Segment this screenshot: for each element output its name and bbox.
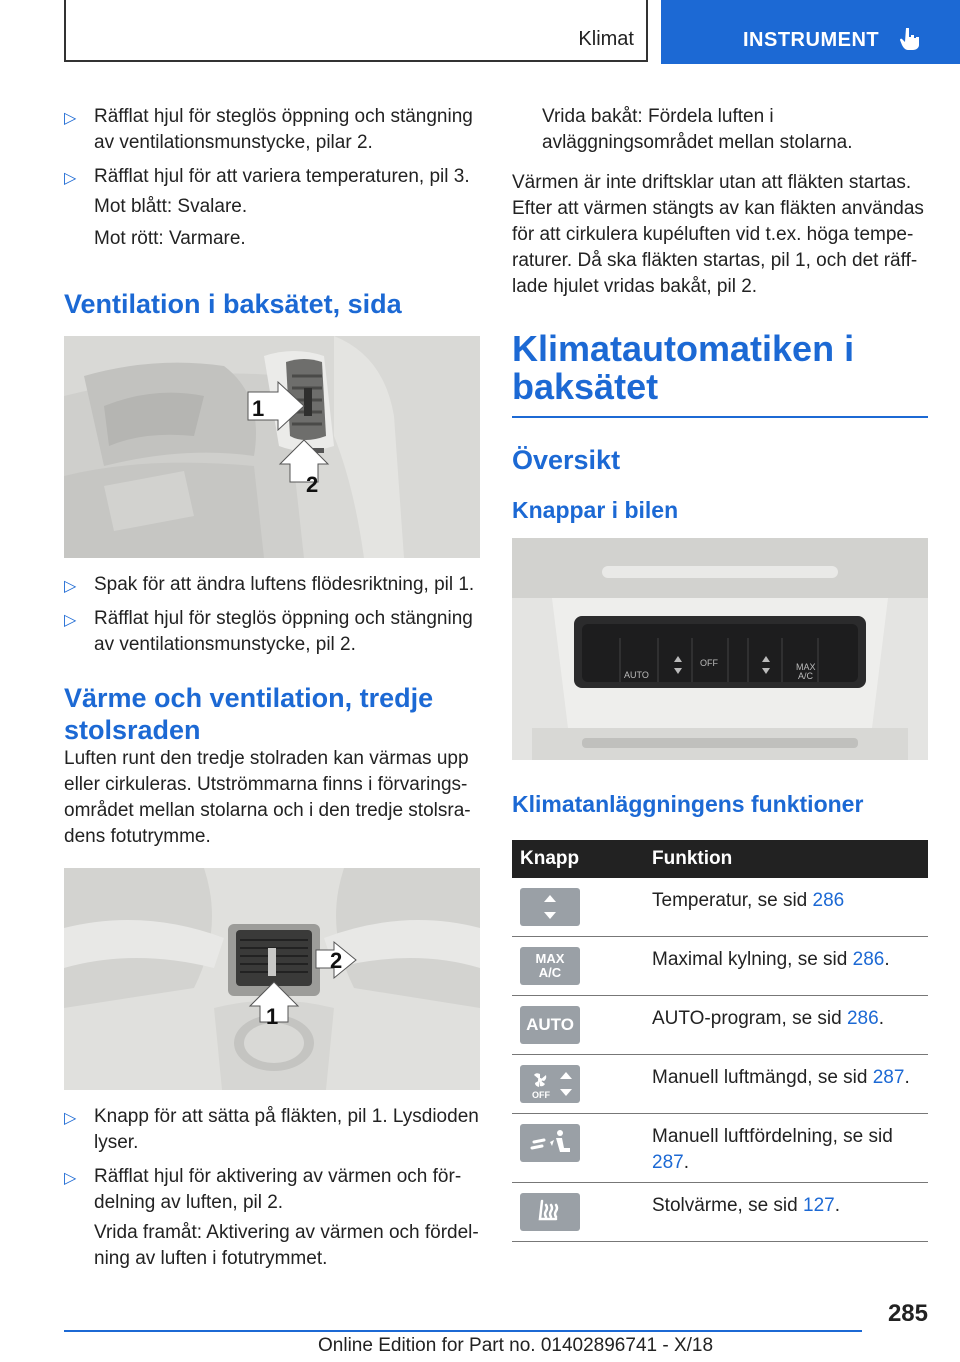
list-item (64, 104, 480, 156)
page-number: 285 (887, 1300, 928, 1327)
control-panel-photo (512, 538, 928, 760)
function-text-end: . (884, 949, 890, 970)
table-row (512, 1183, 928, 1242)
function-text-end: . (904, 1067, 910, 1088)
auto-label: AUTO (526, 1015, 574, 1034)
off-label: OFF (532, 1090, 550, 1100)
list-item (64, 1164, 480, 1216)
panel-auto-label: AUTO (624, 670, 649, 680)
table-row (512, 1055, 928, 1114)
function-text-end: . (878, 1008, 884, 1029)
table-cell-function (644, 878, 928, 937)
table-row (512, 996, 928, 1055)
list-item-text: Räfflat hjul för aktivering av värmen och fördelning av luften, pil 2. (94, 1166, 462, 1213)
edition-text: Online Edition for Part no. 01402896741 - X/18 (318, 1335, 714, 1356)
triangle-bullet-icon: ▷ (64, 1170, 77, 1187)
fan-off-arrows-icon (520, 1065, 580, 1103)
table-header-row (512, 840, 928, 878)
subsection-heading: Klimatanläggningens funktioner (512, 791, 864, 817)
function-text: Manuell luftmängd, se sid (652, 1067, 873, 1088)
right-column (512, 104, 928, 1242)
subsection-heading: Knappar i bilen (512, 497, 679, 523)
list-item (64, 1104, 480, 1156)
arrow-label-2: 2 (330, 948, 343, 973)
section-title: Klimat (578, 28, 634, 50)
page-header (0, 0, 960, 66)
table-row (512, 937, 928, 996)
arrow-label-1: 1 (266, 1004, 279, 1029)
arrow-label-2: 2 (306, 472, 319, 497)
left-column (64, 104, 480, 1280)
sub-line: Mot rött: Varmare. (94, 228, 246, 249)
function-text: Temperatur, se sid (652, 890, 813, 911)
seat-heating-icon (520, 1193, 580, 1231)
panel-max-label: MAX (796, 662, 816, 672)
table-cell-function (644, 1114, 928, 1183)
heading-rule (512, 416, 928, 418)
triangle-bullet-icon: ▷ (64, 578, 77, 595)
functions-table (512, 840, 928, 1242)
triangle-bullet-icon: ▷ (64, 110, 77, 127)
pointing-hand-icon (897, 26, 923, 52)
table-cell-icon (512, 1055, 644, 1114)
rear-vent-photo (64, 336, 480, 558)
function-text-end: . (834, 1195, 840, 1216)
section-heading: Översikt (512, 445, 621, 475)
page-link[interactable]: 287 (872, 1067, 905, 1088)
rear-vent-illustration (64, 336, 480, 558)
section-heading: Värme och ventilation, tredje stolsraden (64, 683, 434, 745)
sub-line: Vrida bakåt: Fördela luften i avläggningsområdet mellan stolarna. (542, 106, 853, 153)
function-text: Stolvärme, se sid (652, 1195, 803, 1216)
page-link[interactable]: 286 (846, 1008, 879, 1029)
table-cell-icon (512, 878, 644, 937)
triangle-bullet-icon: ▷ (64, 170, 77, 187)
section-heading: Ventilation i baksätet, sida (64, 289, 402, 319)
list-item-text: Spak för att ändra luftens flödesriktning, pil 1. (94, 574, 475, 595)
page-link[interactable]: 286 (812, 890, 845, 911)
max-ac-icon (520, 947, 580, 985)
list-item-text: Räfflat hjul för steglös öppning och stängning av ventilationsmunstycke, pilar 2. (94, 106, 473, 153)
page-link[interactable]: 286 (852, 949, 885, 970)
ac-label: A/C (538, 965, 562, 980)
footer-rule (64, 1330, 862, 1332)
auto-icon (520, 1006, 580, 1044)
triangle-bullet-icon: ▷ (64, 612, 77, 629)
list-item-text: Räfflat hjul för steglös öppning och stängning av ventilationsmunstycke, pil 2. (94, 608, 473, 655)
table-cell-function (644, 996, 928, 1055)
body-paragraph: Värmen är inte driftsklar utan att fläkten startas. Efter att värmen stängts av kan fläkten användas för att cirkulera kupéluften vid t.ex. höga temperaturer. Då ska fläkten startas, pil 1, och det räfflade hjulet vridas bakåt, pil 2. (512, 172, 924, 297)
table-row (512, 1114, 928, 1183)
triangle-bullet-icon: ▷ (64, 1110, 77, 1127)
list-item-text: Knapp för att sätta på fläkten, pil 1. Lysdioden lyser. (94, 1106, 479, 1153)
table-header-button: Knapp (512, 840, 644, 878)
chapter-title: INSTRUMENT (743, 29, 880, 51)
table-header-function: Funktion (644, 840, 928, 878)
list-item (64, 572, 480, 598)
function-text: Maximal kylning, se sid (652, 949, 853, 970)
table-row (512, 878, 928, 937)
third-row-vent-photo (64, 868, 480, 1090)
page-link[interactable]: 287 (652, 1152, 684, 1173)
table-cell-icon (512, 937, 644, 996)
page-link[interactable]: 127 (803, 1195, 835, 1216)
chapter-tab (661, 0, 960, 64)
section-tab (64, 0, 648, 62)
table-cell-function (644, 937, 928, 996)
table-cell-icon (512, 996, 644, 1055)
third-row-vent-illustration (64, 868, 480, 1090)
function-text: Manuell luftfördelning, se sid (652, 1126, 893, 1147)
arrow-label-1: 1 (252, 396, 265, 421)
sub-line: Vrida framåt: Aktivering av värmen och fördelning av luften i fotutrymmet. (94, 1222, 479, 1269)
list-item-text: Räfflat hjul för att variera temperaturen, pil 3. (94, 166, 470, 187)
table-cell-function (644, 1055, 928, 1114)
list-item (64, 164, 480, 190)
panel-ac-label: A/C (798, 671, 814, 681)
table-cell-icon (512, 1114, 644, 1183)
function-text: AUTO-program, se sid (652, 1008, 847, 1029)
control-panel-illustration (512, 538, 928, 760)
sub-line: Mot blått: Svalare. (94, 196, 248, 217)
body-paragraph: Luften runt den tredje stolraden kan värmas upp eller cirkuleras. Utströmmarna finns i förvaringsområdet mellan stolarna och i den tredje stolsradens fotutrymme. (64, 748, 471, 847)
table-cell-icon (512, 1183, 644, 1242)
table-cell-function (644, 1183, 928, 1242)
panel-off-label: OFF (700, 658, 718, 668)
temperature-arrows-icon (520, 888, 580, 926)
main-heading: Klimatautomatiken i baksätet (512, 328, 855, 407)
list-item (64, 606, 480, 658)
function-text-end: . (683, 1152, 689, 1173)
max-label: MAX (535, 951, 565, 966)
air-distribution-icon (520, 1124, 580, 1162)
